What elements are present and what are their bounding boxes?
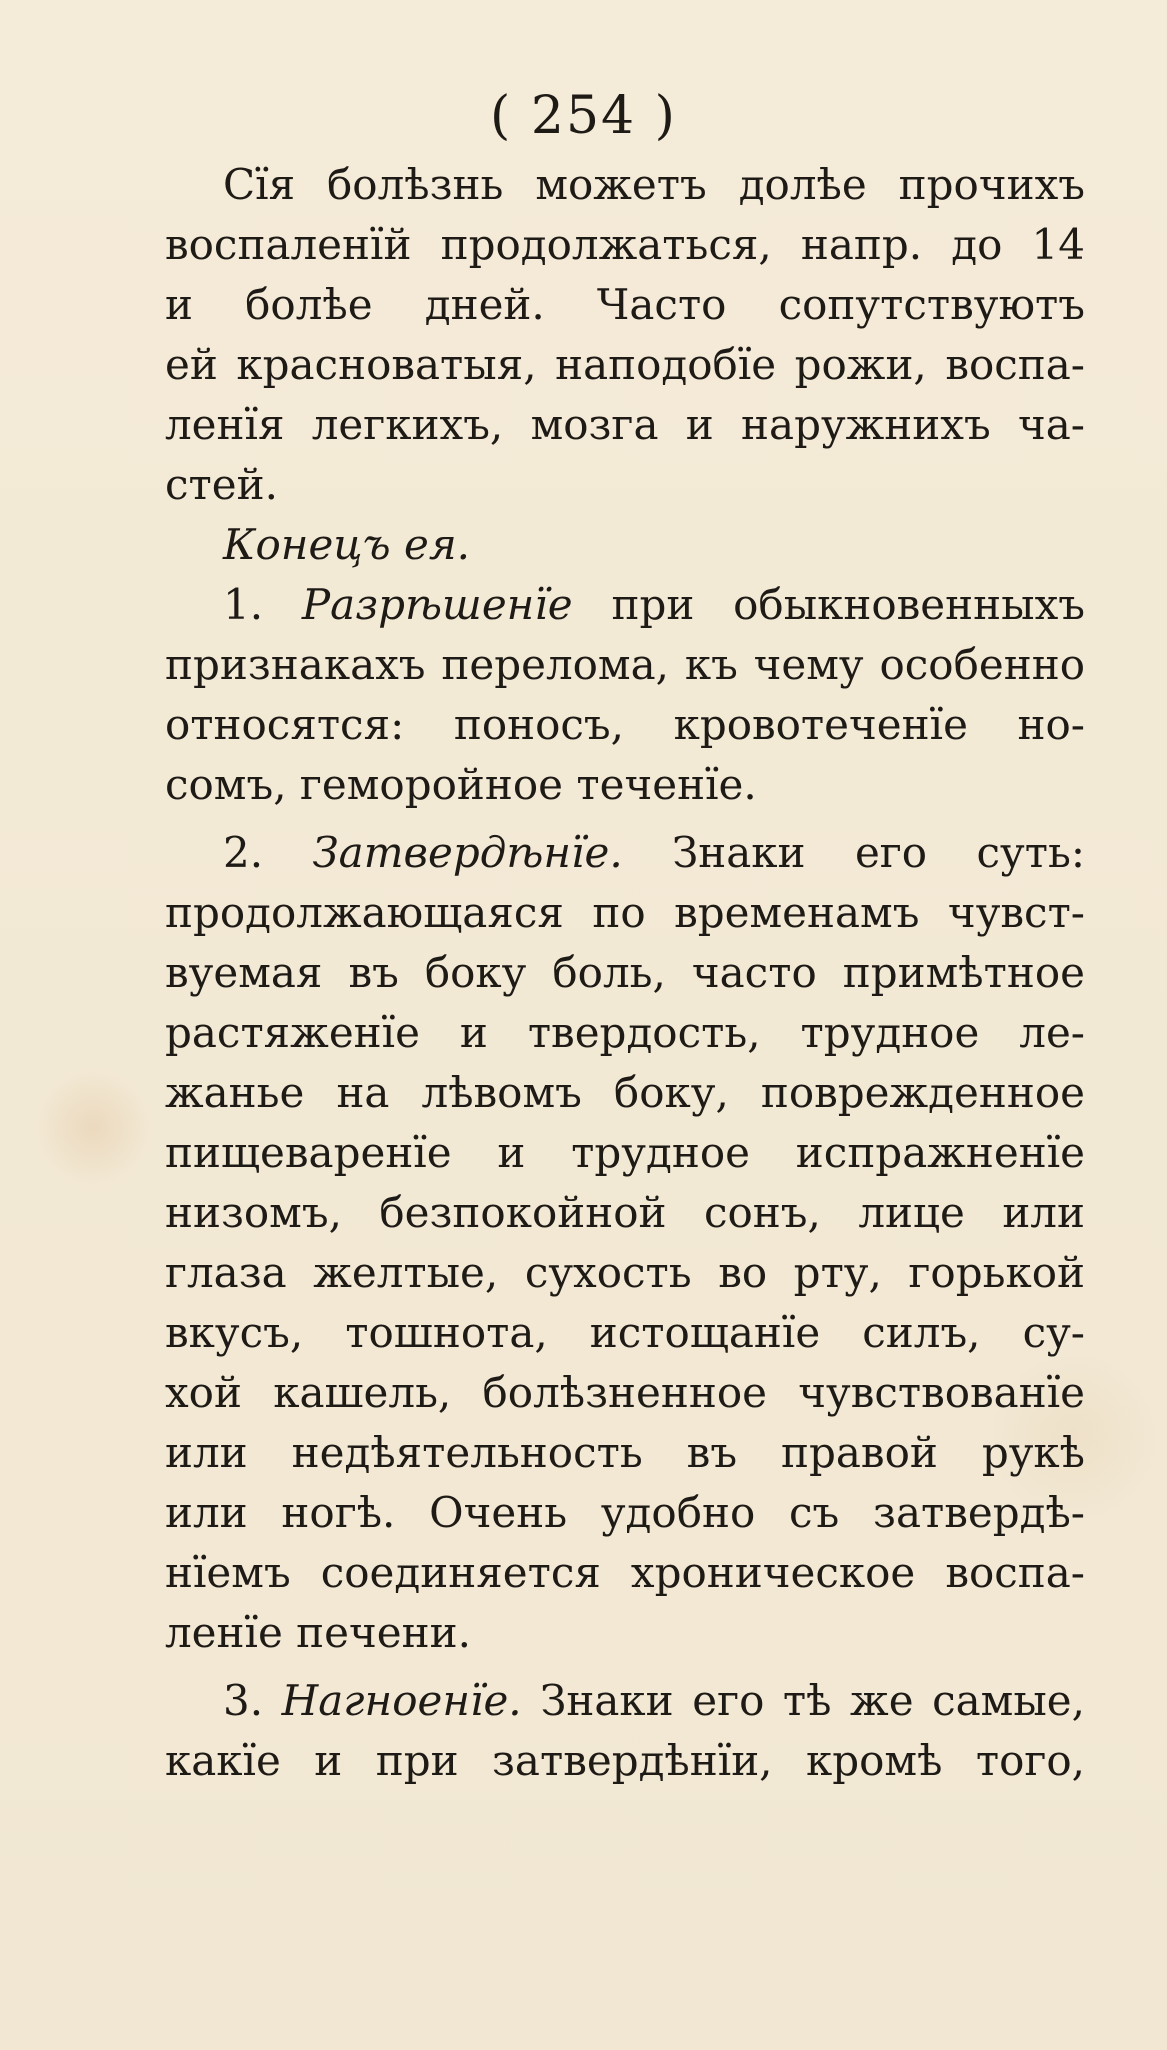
text-line: хой кашель, болѣзненное чувствованїе	[165, 1368, 1085, 1417]
paragraph-gap	[165, 815, 1085, 823]
text-line: жанье на лѣвомъ боку, поврежденное	[165, 1068, 1085, 1117]
text-line: глаза желтые, сухость во рту, горькой	[165, 1248, 1085, 1297]
text-line: Сїя болѣзнь можетъ долѣе прочихъ	[223, 160, 1085, 209]
text-line: стей.	[165, 460, 278, 509]
text-line: вкусъ, тошнота, истощанїе силъ, су-	[165, 1308, 1085, 1357]
numbered-item-1	[165, 575, 1085, 635]
text-line: признакахъ перелома, къ чему особенно	[165, 640, 1085, 689]
text-line: относятся: поносъ, кровотеченїе но-	[165, 700, 1085, 749]
item-text: Знаки его суть:	[672, 828, 1085, 877]
text-line: ленїя легкихъ, мозга и наружнихъ ча-	[165, 400, 1085, 449]
text-line: низомъ, безпокойной сонъ, лице или	[165, 1188, 1085, 1237]
text-line: ей красноватыя, наподобїе рожи, воспа-	[165, 340, 1085, 389]
text-line: продолжающаяся по временамъ чувст-	[165, 888, 1085, 937]
text-line: вуемая въ боку боль, часто примѣтное	[165, 948, 1085, 997]
section-heading: Конецъ ея.	[223, 520, 470, 569]
text-line: нїемъ соединяется хроническое воспа-	[165, 1548, 1085, 1597]
item-term: Нагноенїе.	[281, 1676, 522, 1725]
text-line: ленїе печени.	[165, 1608, 471, 1657]
item-text: при обыкновенныхъ	[611, 580, 1085, 629]
text-line: сомъ, геморойное теченїе.	[165, 760, 757, 809]
body-text	[165, 155, 1085, 1791]
item-term: Затвердѣнїе.	[312, 828, 623, 877]
paragraph-gap	[165, 1663, 1085, 1671]
page-number: ( 254 )	[490, 86, 677, 146]
numbered-item-2	[165, 823, 1085, 883]
item-term: Разрѣшенїе	[301, 580, 573, 629]
text-line: и болѣе дней. Часто сопутствуютъ	[165, 280, 1085, 329]
text-line: какїе и при затвердѣнїи, кромѣ того,	[165, 1736, 1085, 1785]
numbered-item-3	[165, 1671, 1085, 1731]
text-line: растяженїе и твердость, трудное ле-	[165, 1008, 1085, 1057]
text-line: воспаленїй продолжаться, напр. до 14	[165, 220, 1085, 269]
text-line: или недѣятельность въ правой рукѣ	[165, 1428, 1085, 1477]
item-number: 2.	[223, 828, 264, 877]
item-number: 3.	[223, 1676, 264, 1725]
item-number: 1.	[223, 580, 264, 629]
text-line: пищеваренїе и трудное испражненїе	[165, 1128, 1085, 1177]
item-text: Знаки его тѣ же самые,	[540, 1676, 1085, 1725]
text-line: или ногѣ. Очень удобно съ затвердѣ-	[165, 1488, 1085, 1537]
